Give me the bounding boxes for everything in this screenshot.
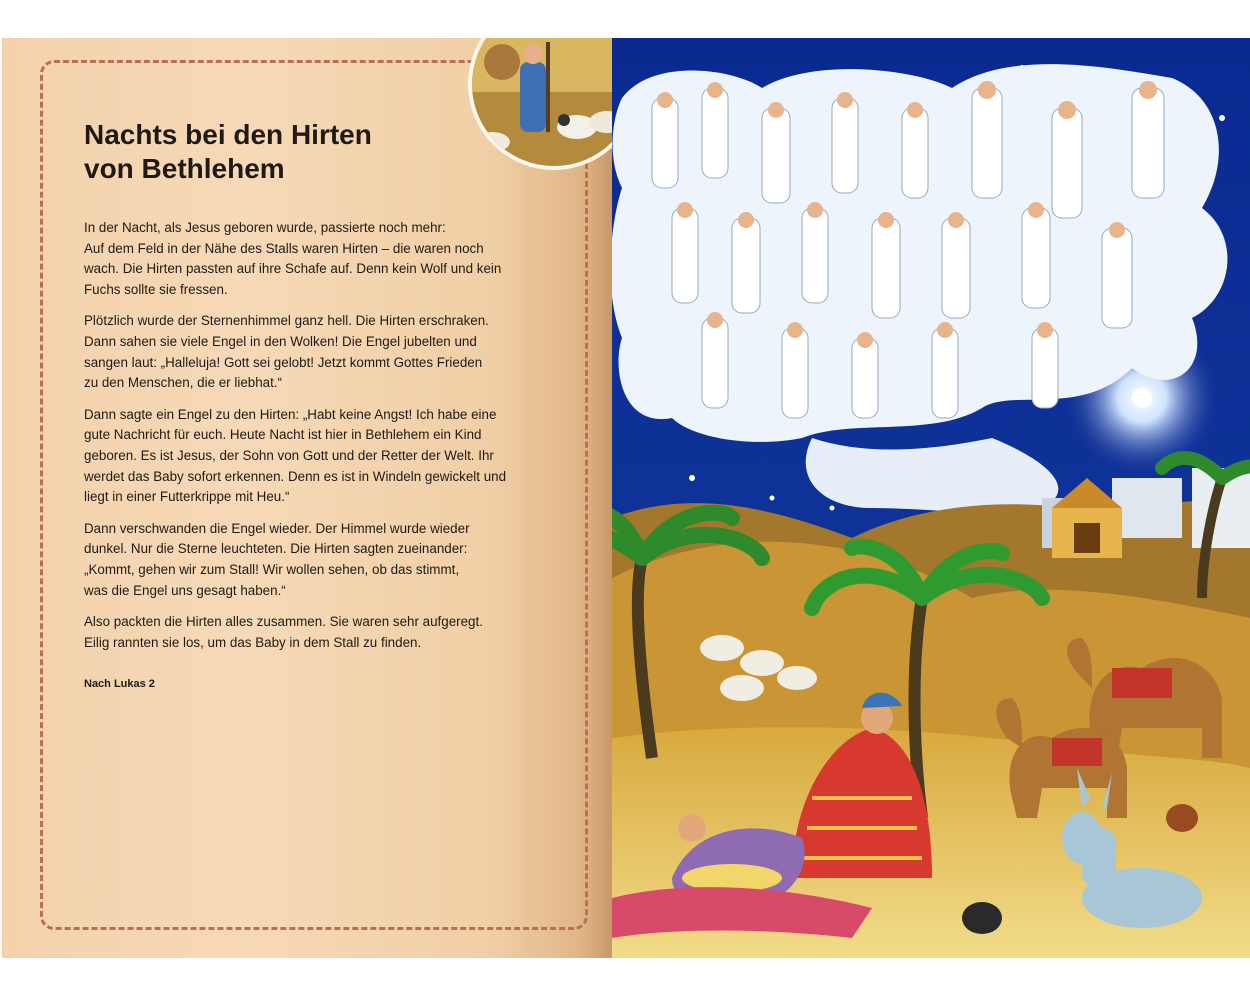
camel-saddle-icon (1052, 738, 1102, 766)
story-text (84, 218, 554, 664)
book-spread (2, 38, 1250, 958)
title-line-1: Nachts bei den Hirten (84, 119, 372, 150)
camel-saddle-icon (1112, 668, 1172, 698)
paragraph-5: Also packten die Hirten alles zusammen. Sie waren sehr aufgeregt. Eilig rannten sie los, um das Baby in dem Stall zu finden. (84, 614, 483, 650)
paragraph-4: Dann verschwanden die Engel wieder. Der Himmel wurde wieder dunkel. Nur die Sterne leuchteten. Die Hirten sagten zueinander: „Kommt, gehen wir zum Stall! Wir wollen sehen, ob das stimmt, was die Engel uns gesagt haben.“ (84, 520, 470, 598)
source-reference: Nach Lukas 2 (84, 678, 155, 690)
paragraph-1: In der Nacht, als Jesus geboren wurde, passierte noch mehr: Auf dem Feld in der Nähe des Stalls waren Hirten – die waren noch wach. Die Hirten passten auf ihre Schafe auf. Denn kein Wolf und kein Fuchs sollte sie fressen. (84, 220, 502, 297)
paragraph-3: Dann sagte ein Engel zu den Hirten: „Habt keine Angst! Ich habe eine gute Nachricht für euch. Heute Nacht ist hier in Bethlehem ein Kind geboren. Es ist Jesus, der Sohn von Gott und der Retter der Welt. Ihr werdet das Baby sofort erkennen. Denn es ist in Windeln gewickelt und liegt in einer Futterkrippe mit Heu.“ (84, 406, 507, 505)
paragraph-2: Plötzlich wurde der Sternenhimmel ganz hell. Die Hirten erschraken. Dann sahen sie viele Engel in den Wolken! Die Engel jubelten und sangen laut: „Halleluja! Gott sei gelobt! Jetzt kommt Gottes Frieden zu den Menschen, die er liebhat.“ (84, 313, 489, 391)
left-page (2, 38, 612, 958)
nativity-shepherds-illustration (612, 38, 1250, 958)
title-line-2: von Bethlehem (84, 153, 285, 184)
page-title (84, 118, 372, 186)
